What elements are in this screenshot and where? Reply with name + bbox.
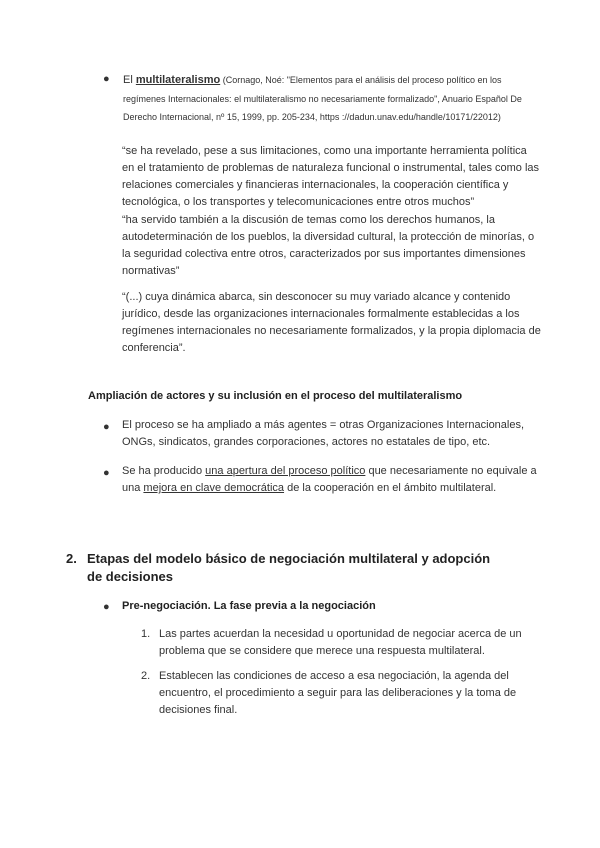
bullet3-part2: que necesariamente no equivale a una (122, 465, 537, 494)
citation-text: (Cornago, Noé: "Elementos para el análisis del proceso político en los regímenes Internacionales: el multilateralismo no necesariamente formalizado", Anuario Español De Derecho Internacional, nº 15, 1999, pp. 205-234, https ://dadun.unav.edu/handle/10171/22012) (123, 75, 522, 122)
quote-1: “se ha revelado, pese a sus limitaciones, como una importante herramienta política en el tratamiento de problemas de naturaleza funcional o instrumental, tales como las relaciones comerciales y financieras internacionales, la cooperación científica y tecnológica, o los transportes y telecomunicaciones entre otros muchos” (122, 145, 540, 208)
bullet1-prefix: El (123, 74, 136, 86)
section-number: 2. (66, 551, 77, 566)
bullet-marker: ● (103, 421, 110, 433)
quote-3: “(...) cuya dinámica abarca, sin desconocer su muy variado alcance y contenido jurídico, desde las organizaciones internacionales formalmente establecidas a los regímenes internacionales no necesariamente formalizados, y la propia diplomacia de conferencia”. (122, 291, 541, 354)
bullet-marker: ● (103, 601, 110, 613)
term-multilateralismo: multilateralismo (135, 74, 221, 86)
bullet-marker: ● (103, 467, 110, 479)
bullet-agents: El proceso se ha ampliado a más agentes = otras Organizaciones Internacionales, ONGs, sindicatos, grandes corporaciones, actores no estatales de tipo, etc. (122, 419, 525, 448)
prenegotiation-heading: Pre-negociación. La fase previa a la negociación (122, 600, 376, 612)
underlined-mejora: mejora en clave democrática (143, 482, 285, 494)
underlined-apertura: una apertura del proceso político (205, 465, 366, 477)
numbered-item: Establecen las condiciones de acceso a esa negociación, la agenda del encuentro, el procedimiento a seguir para las deliberaciones y la toma de decisiones final. (159, 670, 517, 716)
item-number: 2. (141, 670, 151, 682)
item-number: 1. (141, 628, 151, 640)
section-title: Etapas del modelo básico de negociación multilateral y adopción de decisiones (87, 551, 491, 584)
quote-2: “ha servido también a la discusión de temas como los derechos humanos, la autodeterminación de los pueblos, la diversidad cultural, la protección de minorías, o la seguridad colectiva entre otros, caracterizados por sus importantes dimensiones normativas” (122, 214, 535, 277)
multilateralismo-paragraph (123, 70, 543, 125)
section-subheading: Ampliación de actores y su inclusión en el proceso del multilateralismo (88, 390, 463, 402)
bullet-marker: ● (103, 73, 110, 85)
numbered-item: Las partes acuerdan la necesidad u oportunidad de negociar acerca de un problema que se considere que merece una respuesta multilateral. (159, 628, 522, 657)
bullet3-part3: de la cooperación en el ámbito multilateral. (284, 482, 497, 494)
bullet-opening (122, 463, 547, 497)
bullet3-part1: Se ha producido (122, 465, 206, 477)
